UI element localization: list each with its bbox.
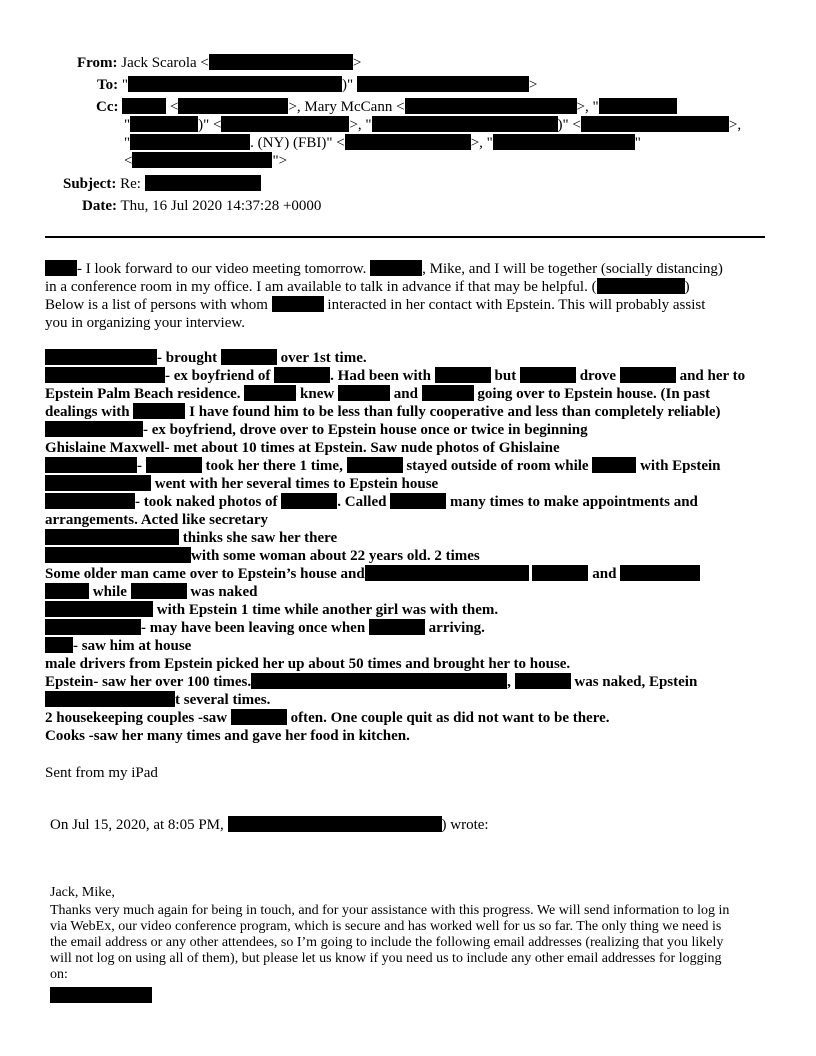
redaction (620, 565, 700, 581)
redaction (130, 134, 250, 150)
intro-line-1: - I look forward to our video meeting tomorrow. , Mike, and I will be together (socially distancing) (45, 260, 723, 278)
redaction (435, 367, 491, 383)
list-item: with Epstein 1 time while another girl was with them. (45, 601, 498, 619)
to-label: To: (97, 77, 119, 93)
redaction (178, 98, 288, 114)
cc-row-1: Cc: < >, Mary McCann < >, " (96, 98, 677, 116)
list-item: - saw him at house (45, 637, 191, 655)
list-item: male drivers from Epstein picked her up about 50 times and brought her to house. (45, 656, 571, 672)
redaction (390, 493, 446, 509)
redaction (599, 98, 677, 114)
quoted-greeting: Jack, Mike, (50, 885, 115, 900)
list-item: went with her several times to Epstein house (45, 475, 438, 493)
cc-row-3: " . (NY) (FBI)" < >, " " (124, 135, 641, 151)
cc-row-4: < "> (124, 153, 288, 169)
redaction (370, 260, 422, 276)
redaction (133, 403, 185, 419)
redaction (515, 673, 571, 689)
list-item: with some woman about 22 years old. 2 times (45, 547, 480, 565)
header-divider (45, 236, 765, 238)
list-item: dealings with I have found him to be less than fully cooperative and less than completely reliable) (45, 404, 721, 420)
redaction (221, 116, 349, 132)
redaction (597, 278, 685, 294)
redaction (132, 152, 272, 168)
redaction (45, 601, 153, 617)
redaction (532, 565, 588, 581)
redaction (231, 709, 287, 725)
redaction (369, 619, 425, 635)
subject-row (63, 175, 261, 193)
list-item: thinks she saw her there (45, 529, 337, 547)
redaction (274, 367, 330, 383)
redaction (45, 691, 175, 707)
redaction (122, 98, 166, 114)
redaction (45, 619, 141, 635)
cc-label: Cc: (96, 99, 119, 115)
redaction (128, 76, 342, 92)
redaction (345, 134, 471, 150)
redaction (251, 673, 507, 689)
redaction (45, 637, 73, 653)
list-item: Epstein- saw her over 100 times. , was naked, Epstein (45, 674, 698, 690)
intro-line-2: in a conference room in my office. I am available to talk in advance if that may be helpful. ( ) (45, 279, 690, 295)
subject-value: Re: (120, 176, 141, 192)
quote-header: On Jul 15, 2020, at 8:05 PM, ) wrote: (50, 817, 489, 833)
redaction (145, 175, 261, 191)
redaction (620, 367, 676, 383)
from-row: From: Jack Scarola < > (77, 55, 362, 71)
redaction (45, 547, 191, 563)
list-item: 2 housekeeping couples -saw often. One couple quit as did not want to be there. (45, 710, 610, 726)
redaction (405, 98, 577, 114)
redaction (45, 475, 151, 491)
redaction (221, 349, 277, 365)
redaction (272, 296, 324, 312)
to-row: To: " )" > (97, 77, 538, 93)
list-item: - brought over 1st time. (45, 349, 367, 367)
list-item: - took her there 1 time, stayed outside of room while with Epstein (45, 457, 721, 475)
date-value: Thu, 16 Jul 2020 14:37:28 +0000 (120, 198, 322, 214)
redaction (45, 529, 179, 545)
list-item: arrangements. Acted like secretary (45, 512, 268, 528)
redaction (45, 367, 165, 383)
redaction (520, 367, 576, 383)
redaction (244, 385, 296, 401)
list-item: - ex boyfriend, drove over to Epstein house once or twice in beginning (45, 421, 588, 439)
from-value: Jack Scarola < (121, 55, 209, 71)
quoted-line: on: (50, 967, 68, 982)
list-item: Ghislaine Maxwell- met about 10 times at Epstein. Saw nude photos of Ghislaine (45, 440, 560, 456)
quoted-line: the email address or any other attendees, so I’m going to include the following email addresses (realizing that you likely (50, 935, 724, 950)
redaction (146, 457, 202, 473)
redaction (50, 987, 152, 1003)
list-item: - may have been leaving once when arriving. (45, 619, 485, 637)
list-item: t several times. (45, 691, 270, 709)
redaction (209, 54, 353, 70)
sent-from: Sent from my iPad (45, 765, 158, 781)
redaction (493, 134, 635, 150)
date-label: Date: (82, 198, 117, 214)
list-item: - took naked photos of . Called many times to make appointments and (45, 493, 698, 511)
redaction (45, 457, 137, 473)
list-item: - ex boyfriend of . Had been with but drove and her to (45, 367, 745, 385)
from-label: From: (77, 55, 118, 71)
intro-line-3: Below is a list of persons with whom interacted in her contact with Epstein. This will probably assist (45, 297, 706, 313)
list-item: Some older man came over to Epstein’s house and and (45, 565, 700, 583)
redaction (130, 116, 198, 132)
redaction (365, 565, 529, 581)
redaction (45, 349, 157, 365)
cc-row-2: " )" < >, " )" < >, (124, 117, 742, 133)
list-item: while was naked (45, 583, 258, 601)
quoted-line: via WebEx, our video conference program, which is secure and has worked well for us so far. The only thing we need is (50, 919, 722, 934)
redaction (581, 116, 729, 132)
redaction (45, 260, 77, 276)
redaction (338, 385, 390, 401)
redaction (228, 816, 442, 832)
intro-line-4: you in organizing your interview. (45, 315, 245, 331)
redaction (372, 116, 558, 132)
redaction (45, 583, 89, 599)
redaction (45, 421, 143, 437)
redaction (592, 457, 636, 473)
quoted-line: will not log on using all of them), but please let us know if you need us to include any other email addresses for logging (50, 951, 722, 966)
redaction (347, 457, 403, 473)
subject-label: Subject: (63, 176, 117, 192)
redaction (422, 385, 474, 401)
redaction (357, 76, 529, 92)
redaction (131, 583, 187, 599)
date-row (82, 197, 321, 215)
quoted-line: Thanks very much again for being in touch, and for your assistance with this progress. We will send information to log in (50, 903, 730, 918)
redaction (281, 493, 337, 509)
redaction (45, 493, 135, 509)
list-item: Cooks -saw her many times and gave her food in kitchen. (45, 728, 410, 744)
list-item: Epstein Palm Beach residence. knew and going over to Epstein house. (In past (45, 386, 711, 402)
